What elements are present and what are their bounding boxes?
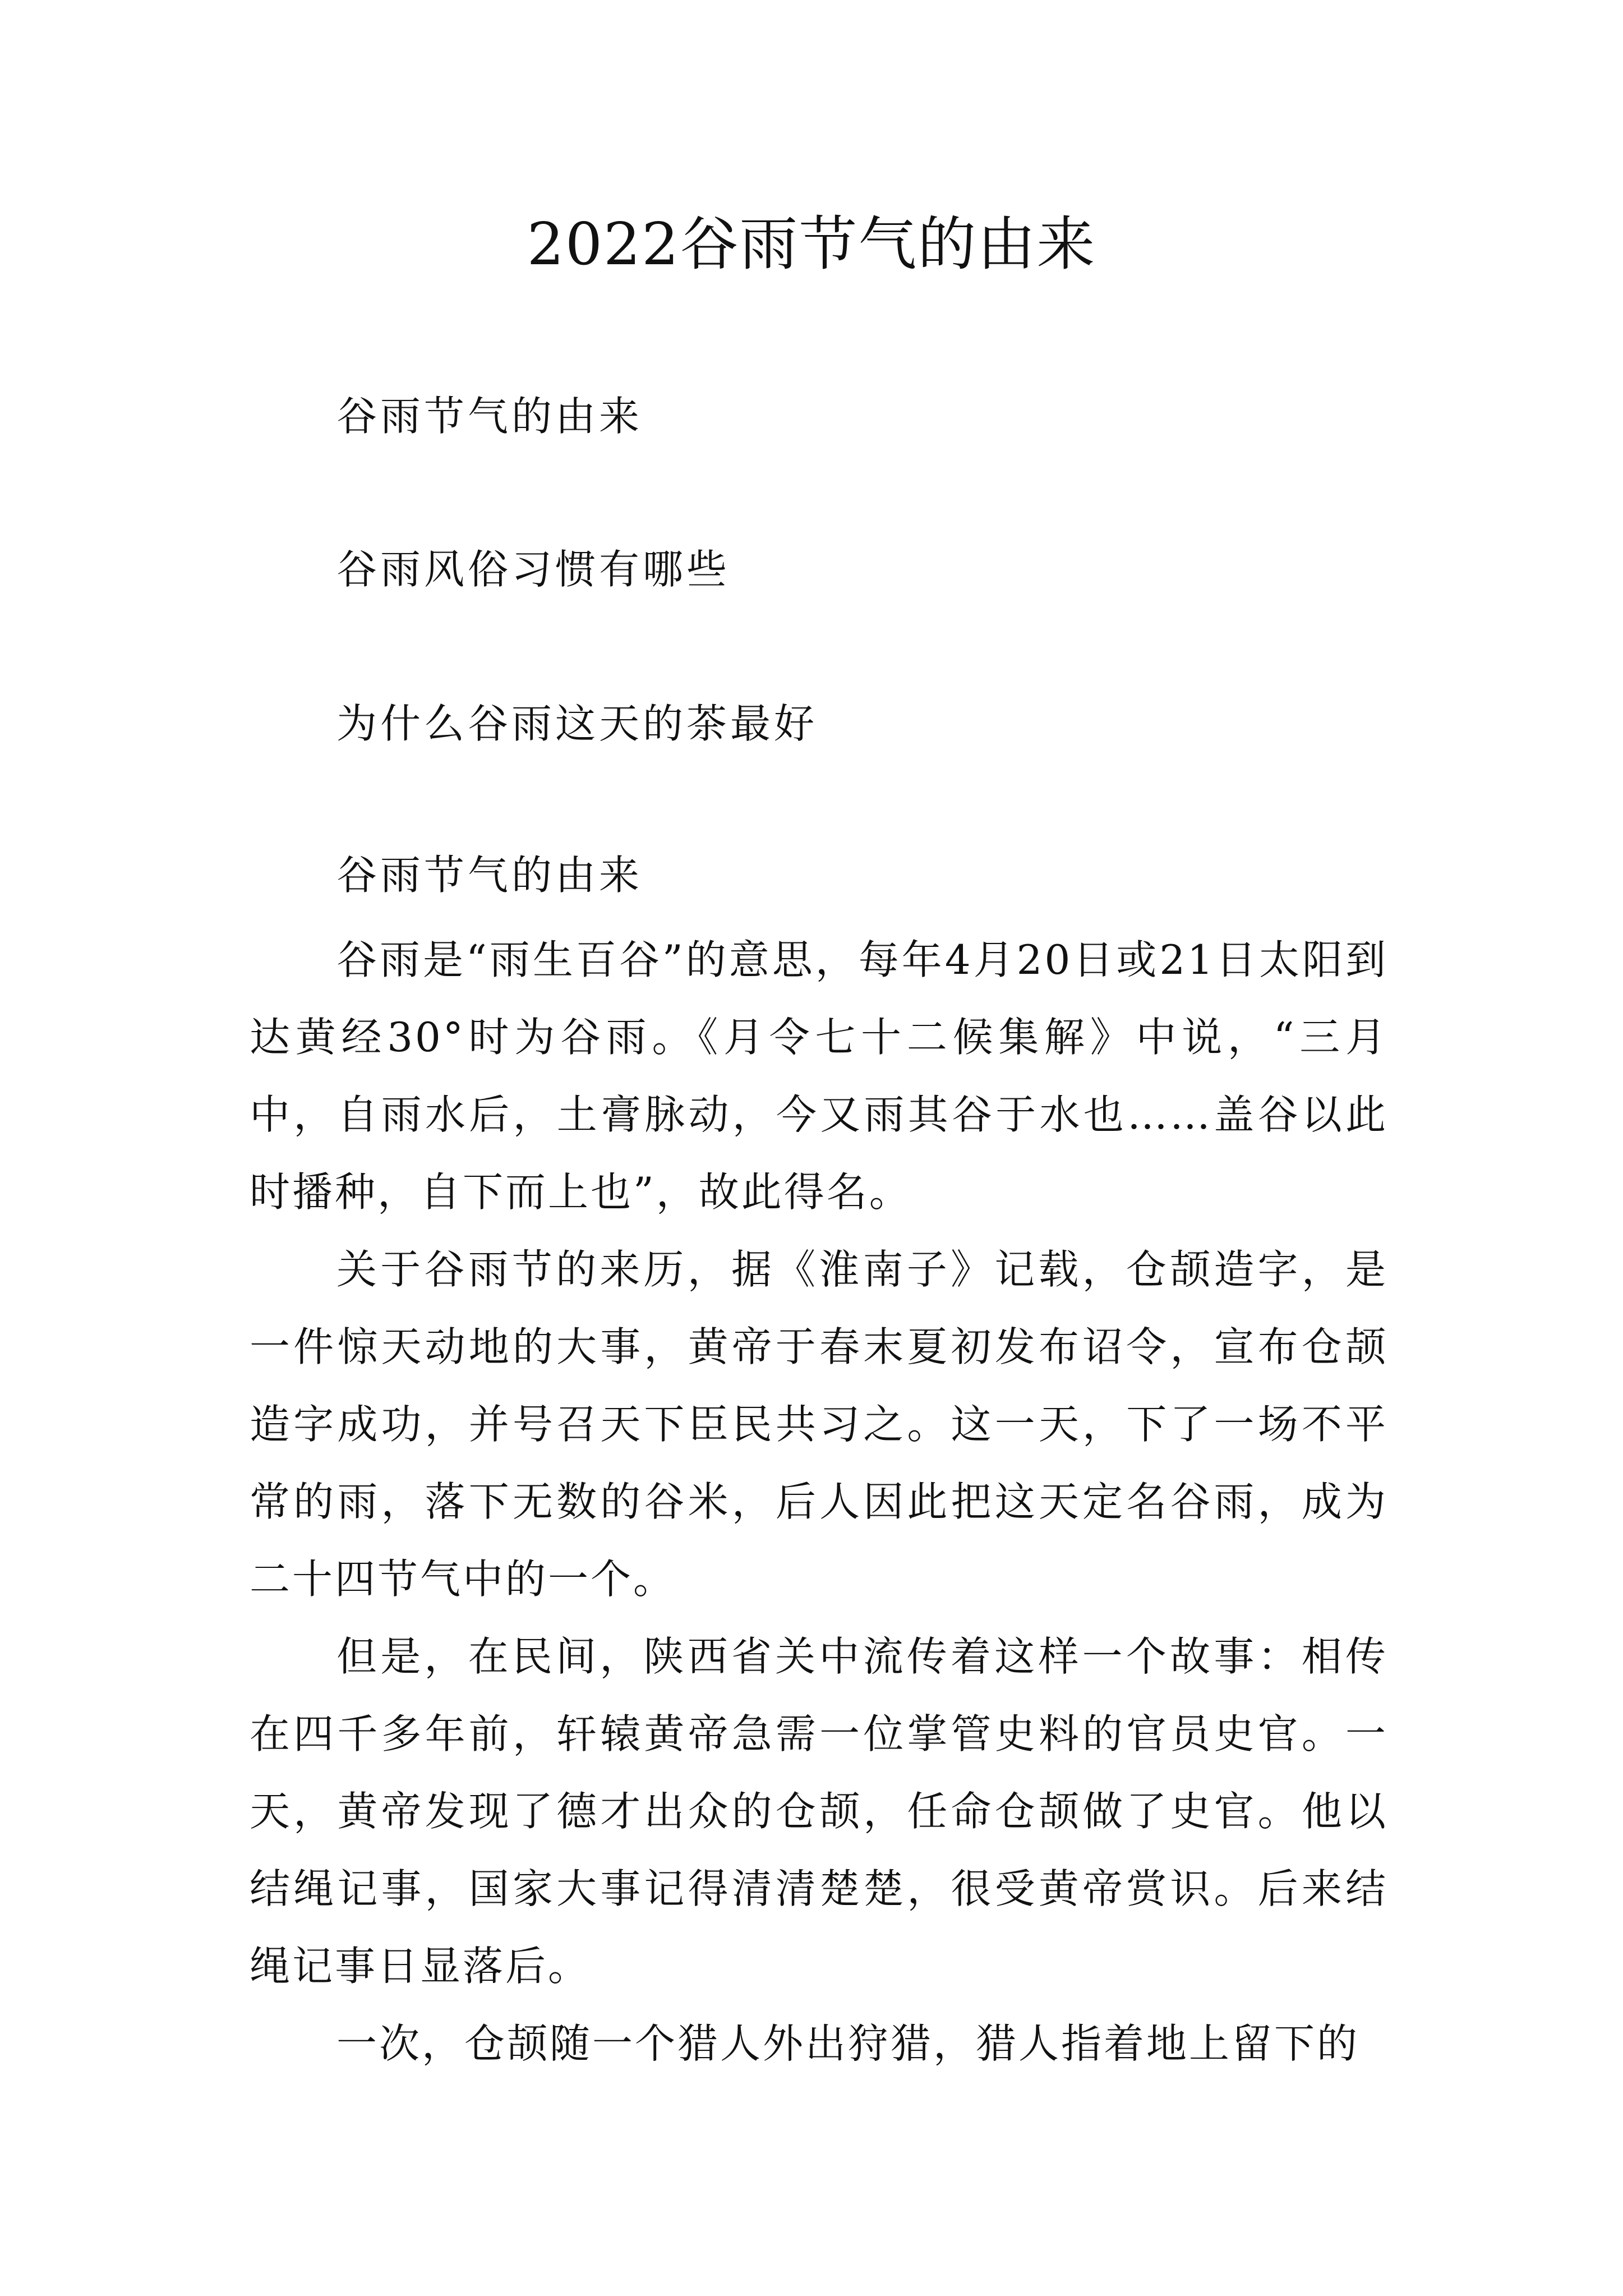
toc-item-customs: 谷雨风俗习惯有哪些 (336, 546, 731, 593)
toc-item-origin: 谷雨节气的由来 (336, 393, 643, 440)
document-title: 2022谷雨节气的由来 (527, 210, 1096, 278)
paragraph: 但是，在民间，陕西省关中流传着这样一个故事：相传在四千多年前，轩辕黄帝急需一位掌管史料的官员史官。一天，黄帝发现了德才出众的仓颉，任命仓颉做了史官。他以结绳记事，国家大事记得清清楚楚，很受黄帝赏识。后来结绳记事日显落后。 (250, 1633, 1388, 1990)
body-text (250, 921, 1388, 2082)
paragraph: 关于谷雨节的来历，据《淮南子》记载，仓颉造字，是一件惊天动地的大事，黄帝于春末夏初发布诏令，宣布仓颉造字成功，并号召天下臣民共习之。这一天，下了一场不平常的雨，落下无数的谷米，后人因此把这天定名谷雨，成为二十四节气中的一个。 (250, 1246, 1388, 1603)
section-heading: 谷雨节气的由来 (336, 852, 643, 899)
toc-item-tea: 为什么谷雨这天的茶最好 (336, 700, 818, 747)
paragraph: 谷雨是“雨生百谷”的意思，每年4月20日或21日太阳到达黄经30°时为谷雨。《月令七十二候集解》中说，“三月中，自雨水后，土膏脉动，今又雨其谷于水也……盖谷以此时播种，自下而上也”，故此得名。 (250, 936, 1388, 1216)
paragraph: 一次，仓颉随一个猎人外出狩猎，猎人指着地上留下的 (336, 2020, 1360, 2067)
